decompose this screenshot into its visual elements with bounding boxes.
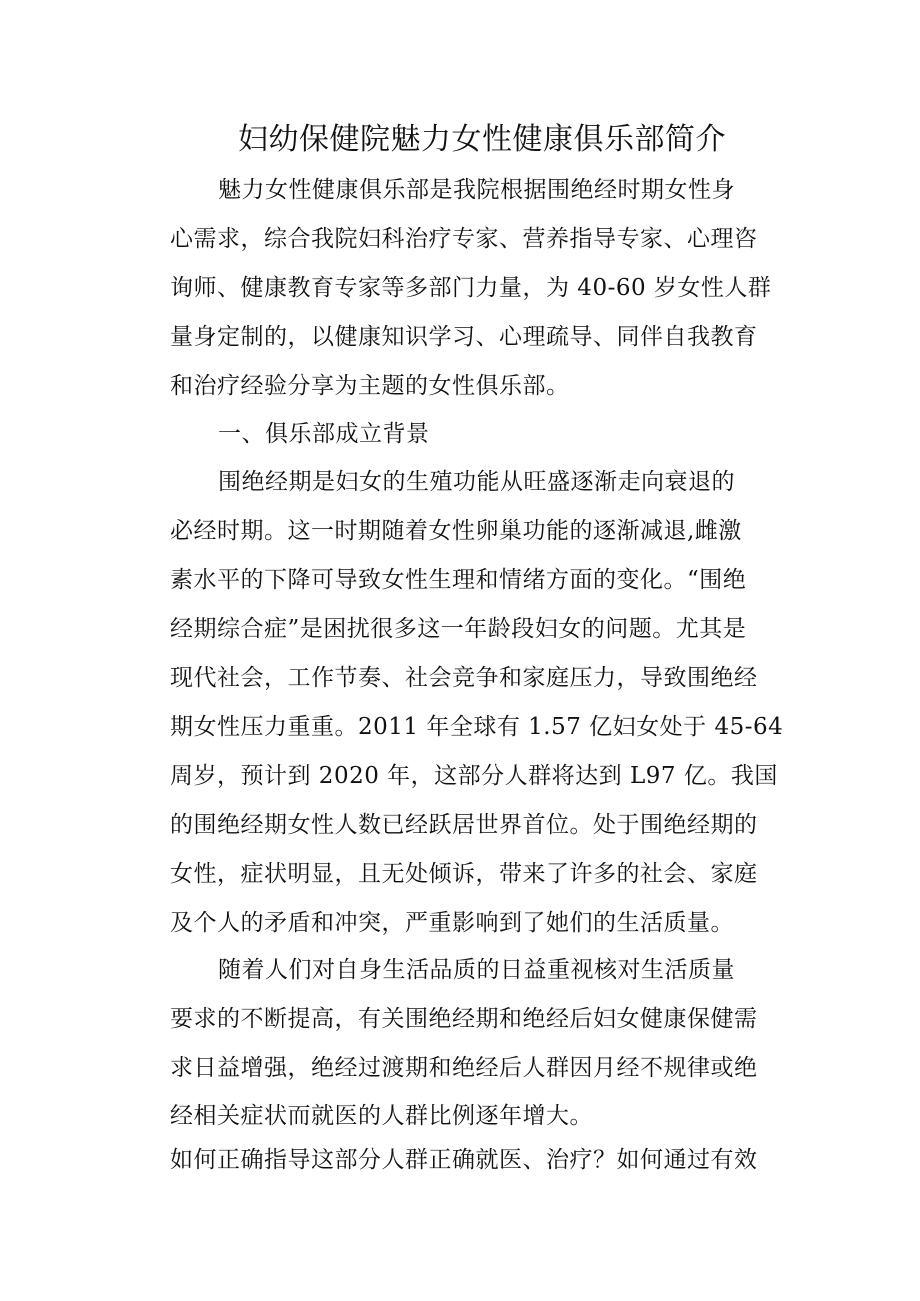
paragraph-2-line-7: 周岁，预计到 2020 年，这部分人群将达到 L97 亿。我国 xyxy=(170,763,778,789)
paragraph-3-line-4: 经相关症状而就医的人群比例逐年增大。 xyxy=(170,1103,593,1129)
paragraph-2-line-9: 女性，症状明显，且无处倾诉，带来了许多的社会、家庭 xyxy=(170,861,758,887)
paragraph-2-line-3: 素水平的下降可导致女性生理和情绪方面的变化。“围绝 xyxy=(170,567,747,593)
section-heading-background: 一、俱乐部成立背景 xyxy=(218,421,430,447)
paragraph-2-line-4: 经期综合症”是困扰很多这一年龄段妇女的问题。尤其是 xyxy=(170,616,747,642)
document-title: 妇幼保健院魅力女性健康俱乐部简介 xyxy=(238,122,726,157)
paragraph-2-line-6: 期女性压力重重。2011 年全球有 1.57 亿妇女处于 45-64 xyxy=(170,714,784,740)
paragraph-3-line-2: 要求的不断提高，有关围绝经期和绝经后妇女健康保健需 xyxy=(170,1006,758,1032)
paragraph-2-line-10: 及个人的矛盾和冲突，严重影响到了她们的生活质量。 xyxy=(170,910,734,936)
paragraph-2-line-2: 必经时期。这一时期随着女性卵巢功能的逐渐减退,雌激 xyxy=(170,518,742,544)
paragraph-2-line-5: 现代社会，工作节奏、社会竞争和家庭压力，导致围绝经 xyxy=(170,665,758,691)
paragraph-2-line-8: 的围绝经期女性人数已经跃居世界首位。处于围绝经期的 xyxy=(170,812,758,838)
paragraph-3-line-1: 随着人们对自身生活品质的日益重视核对生活质量 xyxy=(218,957,735,983)
paragraph-1-line-5: 和治疗经验分享为主题的女性俱乐部。 xyxy=(170,373,570,399)
paragraph-1-line-2: 心需求，综合我院妇科治疗专家、营养指导专家、心理咨 xyxy=(170,226,758,252)
paragraph-4-line-1: 如何正确指导这部分人群正确就医、治疗？如何通过有效 xyxy=(170,1147,758,1173)
paragraph-3-line-3: 求日益增强，绝经过渡期和绝经后人群因月经不规律或绝 xyxy=(170,1055,758,1081)
paragraph-2-line-1: 围绝经期是妇女的生殖功能从旺盛逐渐走向衰退的 xyxy=(218,469,735,495)
paragraph-1-line-1: 魅力女性健康俱乐部是我院根据围绝经时期女性身 xyxy=(218,177,735,203)
paragraph-1-line-4: 量身定制的，以健康知识学习、心理疏导、同伴自我教育 xyxy=(170,324,758,350)
paragraph-1-line-3: 询师、健康教育专家等多部门力量，为 40-60 岁女性人群 xyxy=(170,275,772,301)
